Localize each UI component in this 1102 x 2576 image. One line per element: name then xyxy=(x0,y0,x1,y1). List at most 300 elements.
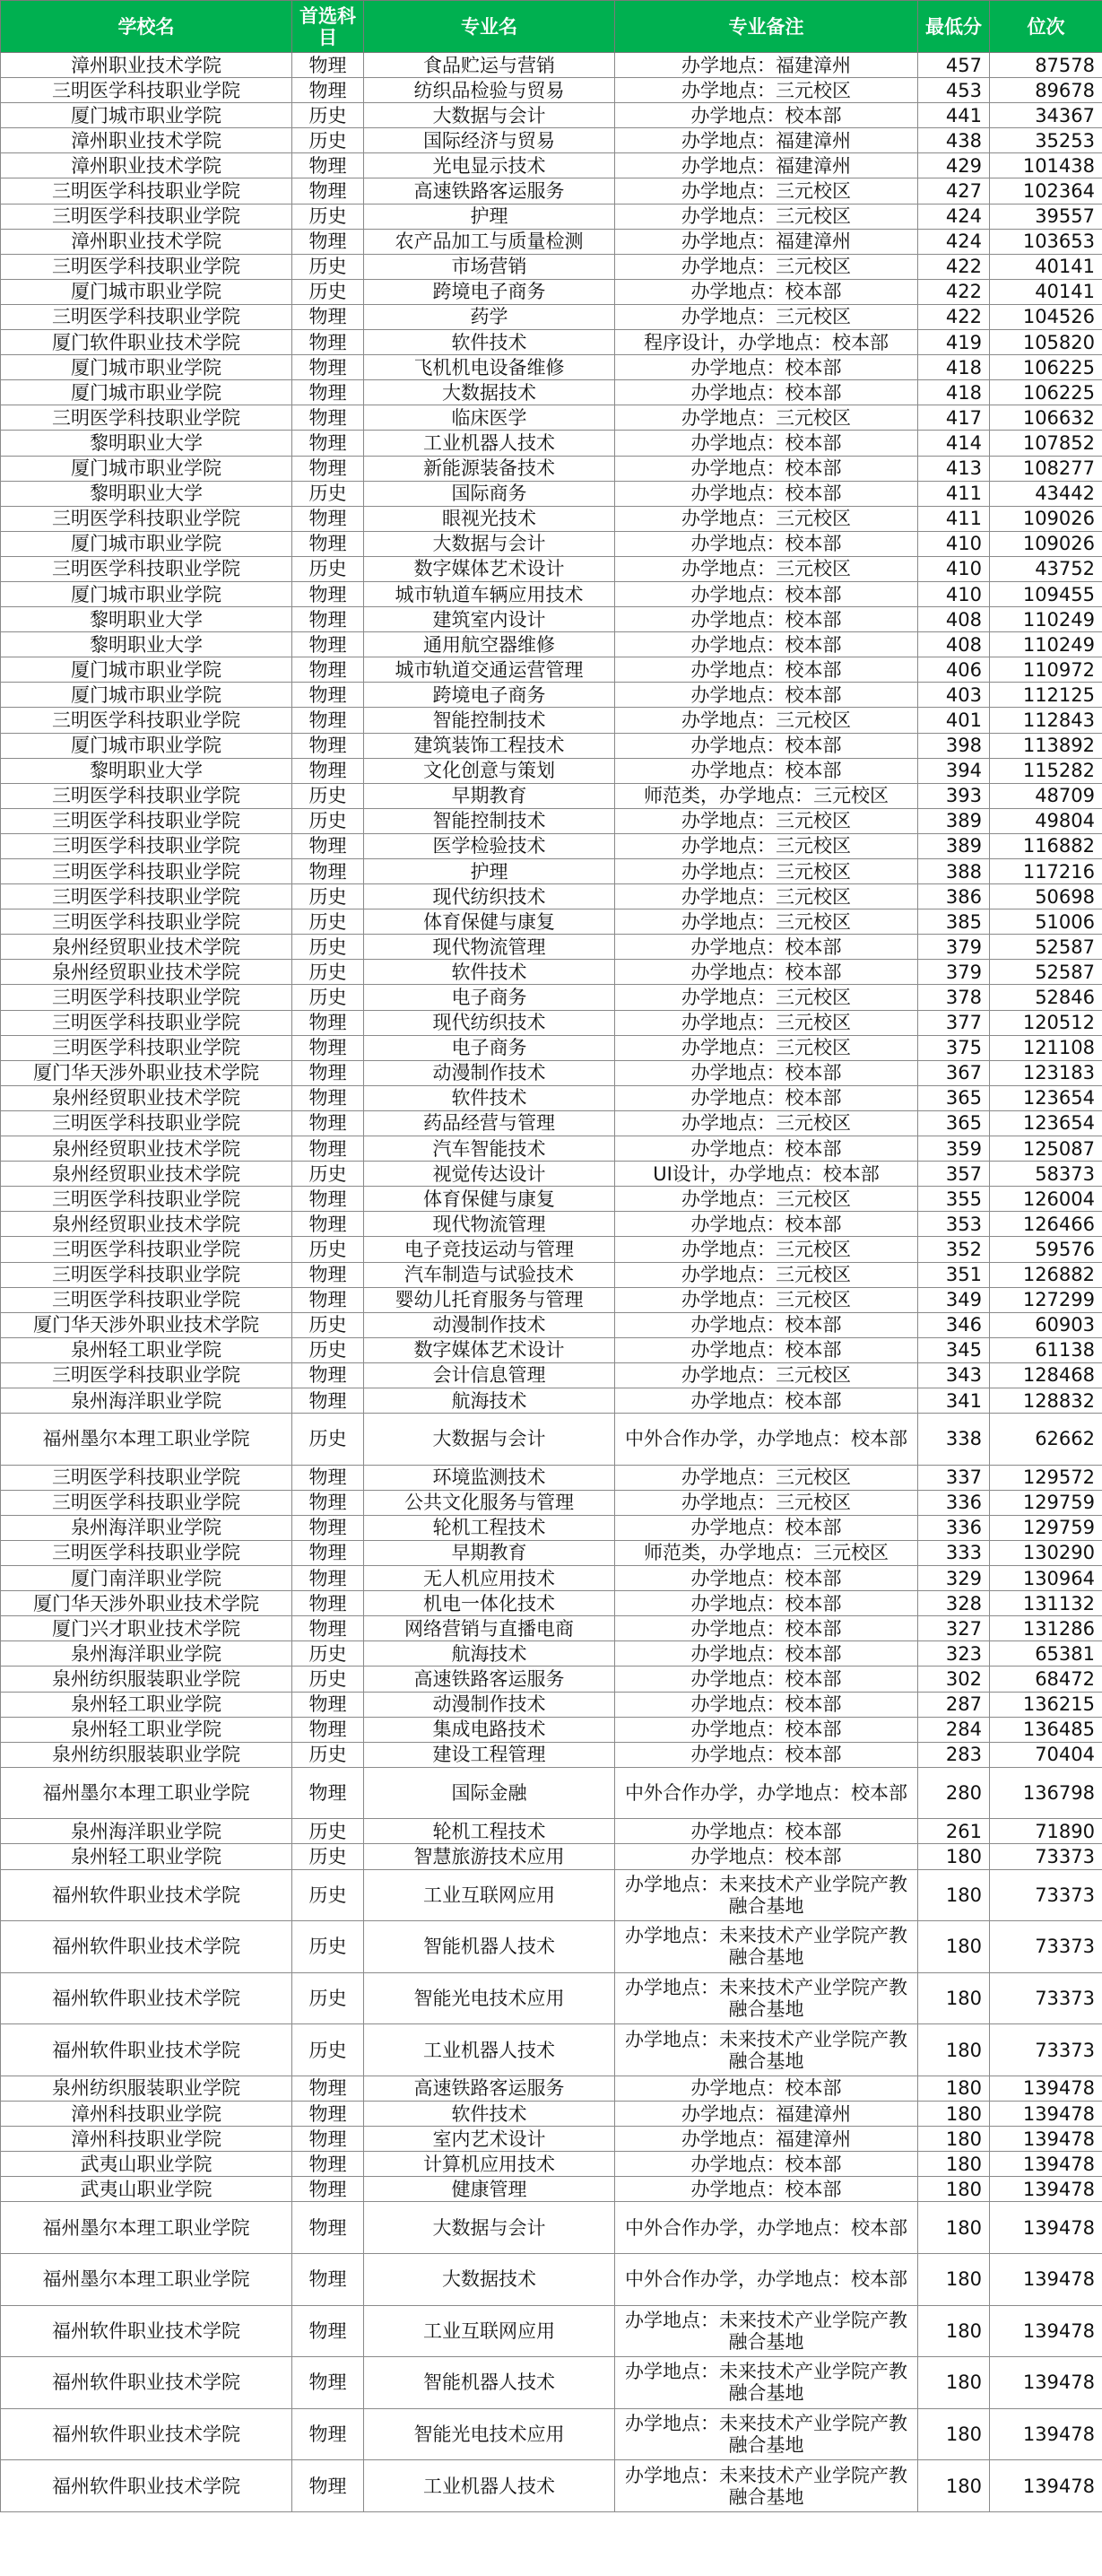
min-score-cell: 337 xyxy=(918,1465,990,1490)
school-cell: 三明医学科技职业学院 xyxy=(1,1262,292,1287)
rank-cell: 62662 xyxy=(990,1414,1102,1466)
table-row xyxy=(1,1287,1102,1312)
subject-cell: 物理 xyxy=(292,1262,364,1287)
table-row xyxy=(1,1972,1102,2024)
subject-cell: 物理 xyxy=(292,1085,364,1110)
rank-cell: 113892 xyxy=(990,733,1102,758)
note-cell: 办学地点：福建漳州 xyxy=(615,2127,918,2152)
note-cell: 办学地点：校本部 xyxy=(615,1212,918,1237)
subject-cell: 历史 xyxy=(292,909,364,935)
note-cell: 办学地点：三元校区 xyxy=(615,909,918,935)
major-cell: 药品经营与管理 xyxy=(364,1110,615,1136)
min-score-cell: 389 xyxy=(918,833,990,858)
school-cell: 福州墨尔本理工职业学院 xyxy=(1,2254,292,2306)
table-row xyxy=(1,2076,1102,2101)
major-cell: 医学检验技术 xyxy=(364,833,615,858)
rank-cell: 58373 xyxy=(990,1162,1102,1187)
school-cell: 厦门城市职业学院 xyxy=(1,657,292,683)
min-score-cell: 345 xyxy=(918,1337,990,1362)
table-row xyxy=(1,758,1102,783)
major-cell: 纺织品检验与贸易 xyxy=(364,78,615,103)
table-row xyxy=(1,330,1102,355)
subject-cell: 物理 xyxy=(292,2254,364,2306)
major-cell: 动漫制作技术 xyxy=(364,1312,615,1337)
subject-cell: 历史 xyxy=(292,1667,364,1692)
min-score-cell: 180 xyxy=(918,2202,990,2254)
table-row xyxy=(1,683,1102,708)
rank-cell: 130964 xyxy=(990,1566,1102,1591)
major-cell: 智能机器人技术 xyxy=(364,2357,615,2409)
school-cell: 福州墨尔本理工职业学院 xyxy=(1,1414,292,1466)
note-cell: 办学地点：校本部 xyxy=(615,1717,918,1742)
subject-cell: 历史 xyxy=(292,1337,364,1362)
subject-cell: 物理 xyxy=(292,859,364,884)
min-score-cell: 388 xyxy=(918,859,990,884)
min-score-cell: 377 xyxy=(918,1010,990,1035)
note-cell: 办学地点：校本部 xyxy=(615,1692,918,1717)
note-cell: 办学地点：三元校区 xyxy=(615,1287,918,1312)
min-score-cell: 406 xyxy=(918,657,990,683)
note-cell: 程序设计，办学地点：校本部 xyxy=(615,330,918,355)
subject-cell: 物理 xyxy=(292,1717,364,1742)
school-cell: 泉州经贸职业技术学院 xyxy=(1,1162,292,1187)
min-score-cell: 429 xyxy=(918,153,990,178)
subject-cell: 物理 xyxy=(292,178,364,204)
school-cell: 泉州轻工职业学院 xyxy=(1,1844,292,1869)
rank-cell: 102364 xyxy=(990,178,1102,204)
min-score-cell: 261 xyxy=(918,1819,990,1844)
note-cell: 办学地点：三元校区 xyxy=(615,708,918,733)
note-cell: 办学地点：三元校区 xyxy=(615,204,918,229)
major-cell: 国际金融 xyxy=(364,1767,615,1819)
min-score-cell: 427 xyxy=(918,178,990,204)
rank-cell: 128468 xyxy=(990,1362,1102,1388)
school-cell: 泉州轻工职业学院 xyxy=(1,1717,292,1742)
rank-cell: 139478 xyxy=(990,2127,1102,2152)
table-row xyxy=(1,1591,1102,1616)
min-score-cell: 410 xyxy=(918,581,990,606)
table-row xyxy=(1,1515,1102,1540)
note-cell: 办学地点：三元校区 xyxy=(615,1237,918,1262)
table-row xyxy=(1,2408,1102,2460)
note-cell: UI设计，办学地点：校本部 xyxy=(615,1162,918,1187)
subject-cell: 历史 xyxy=(292,1641,364,1667)
min-score-cell: 453 xyxy=(918,78,990,103)
major-cell: 室内艺术设计 xyxy=(364,2127,615,2152)
note-cell: 办学地点：校本部 xyxy=(615,1591,918,1616)
header-note: 专业备注 xyxy=(615,1,918,53)
rank-cell: 139478 xyxy=(990,2460,1102,2512)
major-cell: 无人机应用技术 xyxy=(364,1566,615,1591)
rank-cell: 40141 xyxy=(990,254,1102,279)
subject-cell: 物理 xyxy=(292,1060,364,1085)
table-row xyxy=(1,2177,1102,2202)
subject-cell: 历史 xyxy=(292,808,364,833)
min-score-cell: 365 xyxy=(918,1110,990,1136)
table-row xyxy=(1,1414,1102,1466)
school-cell: 厦门城市职业学院 xyxy=(1,733,292,758)
rank-cell: 123654 xyxy=(990,1110,1102,1136)
table-row xyxy=(1,431,1102,456)
note-cell: 办学地点：校本部 xyxy=(615,581,918,606)
subject-cell: 物理 xyxy=(292,355,364,380)
major-cell: 健康管理 xyxy=(364,2177,615,2202)
school-cell: 黎明职业大学 xyxy=(1,607,292,632)
note-cell: 办学地点：三元校区 xyxy=(615,1010,918,1035)
rank-cell: 61138 xyxy=(990,1337,1102,1362)
table-row xyxy=(1,78,1102,103)
major-cell: 大数据与会计 xyxy=(364,531,615,556)
table-row xyxy=(1,960,1102,985)
school-cell: 泉州海洋职业学院 xyxy=(1,1641,292,1667)
table-row xyxy=(1,1616,1102,1641)
header-school: 学校名 xyxy=(1,1,292,53)
min-score-cell: 336 xyxy=(918,1515,990,1540)
rank-cell: 126882 xyxy=(990,1262,1102,1287)
table-body xyxy=(1,53,1102,2512)
table-row xyxy=(1,1490,1102,1515)
subject-cell: 历史 xyxy=(292,279,364,304)
table-row xyxy=(1,1921,1102,1973)
rank-cell: 40141 xyxy=(990,279,1102,304)
subject-cell: 物理 xyxy=(292,380,364,405)
school-cell: 三明医学科技职业学院 xyxy=(1,78,292,103)
school-cell: 三明医学科技职业学院 xyxy=(1,909,292,935)
major-cell: 建筑室内设计 xyxy=(364,607,615,632)
school-cell: 福州软件职业技术学院 xyxy=(1,2357,292,2409)
rank-cell: 106225 xyxy=(990,380,1102,405)
min-score-cell: 410 xyxy=(918,531,990,556)
note-cell: 师范类，办学地点：三元校区 xyxy=(615,1540,918,1565)
rank-cell: 139478 xyxy=(990,2305,1102,2357)
min-score-cell: 438 xyxy=(918,128,990,153)
min-score-cell: 422 xyxy=(918,279,990,304)
table-row xyxy=(1,1136,1102,1162)
school-cell: 福州软件职业技术学院 xyxy=(1,2408,292,2460)
school-cell: 福州软件职业技术学院 xyxy=(1,2024,292,2076)
major-cell: 工业机器人技术 xyxy=(364,2024,615,2076)
table-row xyxy=(1,304,1102,329)
table-row xyxy=(1,708,1102,733)
major-cell: 跨境电子商务 xyxy=(364,683,615,708)
min-score-cell: 352 xyxy=(918,1237,990,1262)
school-cell: 三明医学科技职业学院 xyxy=(1,1035,292,1060)
rank-cell: 126466 xyxy=(990,1212,1102,1237)
subject-cell: 物理 xyxy=(292,1388,364,1413)
table-row xyxy=(1,1566,1102,1591)
major-cell: 眼视光技术 xyxy=(364,506,615,531)
school-cell: 泉州轻工职业学院 xyxy=(1,1337,292,1362)
subject-cell: 物理 xyxy=(292,1591,364,1616)
rank-cell: 109026 xyxy=(990,506,1102,531)
subject-cell: 物理 xyxy=(292,1287,364,1312)
rank-cell: 73373 xyxy=(990,2024,1102,2076)
subject-cell: 物理 xyxy=(292,708,364,733)
min-score-cell: 302 xyxy=(918,1667,990,1692)
major-cell: 高速铁路客运服务 xyxy=(364,1667,615,1692)
subject-cell: 历史 xyxy=(292,1312,364,1337)
rank-cell: 139478 xyxy=(990,2202,1102,2254)
rank-cell: 131286 xyxy=(990,1616,1102,1641)
rank-cell: 89678 xyxy=(990,78,1102,103)
table-row xyxy=(1,405,1102,431)
major-cell: 软件技术 xyxy=(364,1085,615,1110)
rank-cell: 117216 xyxy=(990,859,1102,884)
subject-cell: 物理 xyxy=(292,758,364,783)
rank-cell: 136215 xyxy=(990,1692,1102,1717)
major-cell: 数字媒体艺术设计 xyxy=(364,556,615,581)
subject-cell: 物理 xyxy=(292,657,364,683)
note-cell: 办学地点：校本部 xyxy=(615,1337,918,1362)
rank-cell: 112125 xyxy=(990,683,1102,708)
note-cell: 办学地点：校本部 xyxy=(615,1566,918,1591)
school-cell: 福州软件职业技术学院 xyxy=(1,1869,292,1921)
min-score-cell: 389 xyxy=(918,808,990,833)
school-cell: 三明医学科技职业学院 xyxy=(1,405,292,431)
table-row xyxy=(1,1819,1102,1844)
school-cell: 三明医学科技职业学院 xyxy=(1,1465,292,1490)
school-cell: 漳州科技职业学院 xyxy=(1,2102,292,2127)
rank-cell: 129759 xyxy=(990,1515,1102,1540)
school-cell: 福州墨尔本理工职业学院 xyxy=(1,2202,292,2254)
rank-cell: 43442 xyxy=(990,481,1102,506)
min-score-cell: 379 xyxy=(918,935,990,960)
major-cell: 大数据与会计 xyxy=(364,103,615,128)
min-score-cell: 379 xyxy=(918,960,990,985)
table-row xyxy=(1,103,1102,128)
rank-cell: 121108 xyxy=(990,1035,1102,1060)
note-cell: 办学地点：校本部 xyxy=(615,1136,918,1162)
subject-cell: 历史 xyxy=(292,1972,364,2024)
major-cell: 动漫制作技术 xyxy=(364,1692,615,1717)
table-row xyxy=(1,2102,1102,2127)
note-cell: 办学地点：校本部 xyxy=(615,733,918,758)
rank-cell: 125087 xyxy=(990,1136,1102,1162)
major-cell: 文化创意与策划 xyxy=(364,758,615,783)
note-cell: 办学地点：福建漳州 xyxy=(615,229,918,254)
min-score-cell: 422 xyxy=(918,254,990,279)
school-cell: 三明医学科技职业学院 xyxy=(1,178,292,204)
note-cell: 办学地点：三元校区 xyxy=(615,833,918,858)
rank-cell: 105820 xyxy=(990,330,1102,355)
table-row xyxy=(1,531,1102,556)
min-score-cell: 287 xyxy=(918,1692,990,1717)
note-cell: 办学地点：校本部 xyxy=(615,1819,918,1844)
min-score-cell: 180 xyxy=(918,2305,990,2357)
note-cell: 办学地点：校本部 xyxy=(615,960,918,985)
subject-cell: 物理 xyxy=(292,1110,364,1136)
school-cell: 三明医学科技职业学院 xyxy=(1,1540,292,1565)
major-cell: 公共文化服务与管理 xyxy=(364,1490,615,1515)
major-cell: 轮机工程技术 xyxy=(364,1819,615,1844)
min-score-cell: 180 xyxy=(918,2024,990,2076)
note-cell: 办学地点：校本部 xyxy=(615,683,918,708)
subject-cell: 物理 xyxy=(292,2076,364,2101)
school-cell: 黎明职业大学 xyxy=(1,632,292,657)
major-cell: 早期教育 xyxy=(364,783,615,808)
min-score-cell: 418 xyxy=(918,380,990,405)
major-cell: 机电一体化技术 xyxy=(364,1591,615,1616)
school-cell: 黎明职业大学 xyxy=(1,481,292,506)
rank-cell: 73373 xyxy=(990,1844,1102,1869)
school-cell: 三明医学科技职业学院 xyxy=(1,884,292,909)
school-cell: 福州软件职业技术学院 xyxy=(1,2460,292,2512)
major-cell: 婴幼儿托育服务与管理 xyxy=(364,1287,615,1312)
note-cell: 办学地点：校本部 xyxy=(615,1667,918,1692)
min-score-cell: 408 xyxy=(918,607,990,632)
rank-cell: 103653 xyxy=(990,229,1102,254)
table-row xyxy=(1,1085,1102,1110)
note-cell: 办学地点：校本部 xyxy=(615,1060,918,1085)
table-row xyxy=(1,909,1102,935)
rank-cell: 126004 xyxy=(990,1187,1102,1212)
major-cell: 食品贮运与营销 xyxy=(364,53,615,78)
major-cell: 软件技术 xyxy=(364,960,615,985)
major-cell: 高速铁路客运服务 xyxy=(364,178,615,204)
min-score-cell: 441 xyxy=(918,103,990,128)
rank-cell: 131132 xyxy=(990,1591,1102,1616)
min-score-cell: 180 xyxy=(918,2152,990,2177)
min-score-cell: 408 xyxy=(918,632,990,657)
min-score-cell: 349 xyxy=(918,1287,990,1312)
subject-cell: 历史 xyxy=(292,783,364,808)
note-cell: 办学地点：校本部 xyxy=(615,632,918,657)
min-score-cell: 424 xyxy=(918,204,990,229)
school-cell: 泉州海洋职业学院 xyxy=(1,1388,292,1413)
table-row xyxy=(1,254,1102,279)
subject-cell: 物理 xyxy=(292,1616,364,1641)
min-score-cell: 375 xyxy=(918,1035,990,1060)
table-row xyxy=(1,1110,1102,1136)
major-cell: 软件技术 xyxy=(364,2102,615,2127)
rank-cell: 129759 xyxy=(990,1490,1102,1515)
rank-cell: 139478 xyxy=(990,2408,1102,2460)
min-score-cell: 180 xyxy=(918,1869,990,1921)
table-row xyxy=(1,607,1102,632)
rank-cell: 123183 xyxy=(990,1060,1102,1085)
min-score-cell: 180 xyxy=(918,2357,990,2409)
table-row xyxy=(1,355,1102,380)
min-score-cell: 180 xyxy=(918,2408,990,2460)
school-cell: 泉州纺织服装职业学院 xyxy=(1,1667,292,1692)
rank-cell: 123654 xyxy=(990,1085,1102,1110)
major-cell: 现代物流管理 xyxy=(364,1212,615,1237)
major-cell: 建筑装饰工程技术 xyxy=(364,733,615,758)
note-cell: 办学地点：未来技术产业学院产教融合基地 xyxy=(615,2024,918,2076)
subject-cell: 物理 xyxy=(292,607,364,632)
rank-cell: 68472 xyxy=(990,1667,1102,1692)
min-score-cell: 365 xyxy=(918,1085,990,1110)
rank-cell: 73373 xyxy=(990,1921,1102,1973)
rank-cell: 139478 xyxy=(990,2102,1102,2127)
school-cell: 三明医学科技职业学院 xyxy=(1,254,292,279)
note-cell: 师范类，办学地点：三元校区 xyxy=(615,783,918,808)
min-score-cell: 401 xyxy=(918,708,990,733)
subject-cell: 物理 xyxy=(292,506,364,531)
note-cell: 办学地点：校本部 xyxy=(615,1515,918,1540)
note-cell: 办学地点：未来技术产业学院产教融合基地 xyxy=(615,1869,918,1921)
subject-cell: 物理 xyxy=(292,2152,364,2177)
min-score-cell: 410 xyxy=(918,556,990,581)
subject-cell: 物理 xyxy=(292,2305,364,2357)
subject-cell: 物理 xyxy=(292,229,364,254)
table-row xyxy=(1,833,1102,858)
subject-cell: 物理 xyxy=(292,2202,364,2254)
note-cell: 办学地点：三元校区 xyxy=(615,1110,918,1136)
note-cell: 办学地点：未来技术产业学院产教融合基地 xyxy=(615,1921,918,1973)
major-cell: 跨境电子商务 xyxy=(364,279,615,304)
rank-cell: 104526 xyxy=(990,304,1102,329)
table-row xyxy=(1,1717,1102,1742)
major-cell: 电子商务 xyxy=(364,1035,615,1060)
school-cell: 三明医学科技职业学院 xyxy=(1,1490,292,1515)
note-cell: 办学地点：三元校区 xyxy=(615,859,918,884)
rank-cell: 106632 xyxy=(990,405,1102,431)
major-cell: 大数据与会计 xyxy=(364,1414,615,1466)
rank-cell: 108277 xyxy=(990,456,1102,481)
note-cell: 中外合作办学，办学地点：校本部 xyxy=(615,2254,918,2306)
table-row xyxy=(1,2254,1102,2306)
min-score-cell: 355 xyxy=(918,1187,990,1212)
subject-cell: 历史 xyxy=(292,935,364,960)
major-cell: 工业互联网应用 xyxy=(364,2305,615,2357)
subject-cell: 物理 xyxy=(292,683,364,708)
subject-cell: 物理 xyxy=(292,1035,364,1060)
subject-cell: 历史 xyxy=(292,1162,364,1187)
major-cell: 新能源装备技术 xyxy=(364,456,615,481)
subject-cell: 历史 xyxy=(292,1237,364,1262)
min-score-cell: 424 xyxy=(918,229,990,254)
table-row xyxy=(1,1388,1102,1413)
major-cell: 汽车制造与试验技术 xyxy=(364,1262,615,1287)
min-score-cell: 180 xyxy=(918,2254,990,2306)
major-cell: 大数据技术 xyxy=(364,380,615,405)
table-row xyxy=(1,1869,1102,1921)
table-row xyxy=(1,783,1102,808)
major-cell: 工业互联网应用 xyxy=(364,1869,615,1921)
school-cell: 福州软件职业技术学院 xyxy=(1,1972,292,2024)
subject-cell: 历史 xyxy=(292,884,364,909)
note-cell: 办学地点：未来技术产业学院产教融合基地 xyxy=(615,2408,918,2460)
min-score-cell: 328 xyxy=(918,1591,990,1616)
table-row xyxy=(1,1540,1102,1565)
major-cell: 软件技术 xyxy=(364,330,615,355)
major-cell: 城市轨道车辆应用技术 xyxy=(364,581,615,606)
note-cell: 办学地点：福建漳州 xyxy=(615,2102,918,2127)
min-score-cell: 422 xyxy=(918,304,990,329)
min-score-cell: 398 xyxy=(918,733,990,758)
note-cell: 中外合作办学，办学地点：校本部 xyxy=(615,1767,918,1819)
major-cell: 智能光电技术应用 xyxy=(364,1972,615,2024)
min-score-cell: 346 xyxy=(918,1312,990,1337)
min-score-cell: 385 xyxy=(918,909,990,935)
major-cell: 国际商务 xyxy=(364,481,615,506)
subject-cell: 物理 xyxy=(292,833,364,858)
header-major: 专业名 xyxy=(364,1,615,53)
note-cell: 办学地点：校本部 xyxy=(615,431,918,456)
subject-cell: 物理 xyxy=(292,431,364,456)
note-cell: 办学地点：未来技术产业学院产教融合基地 xyxy=(615,2460,918,2512)
subject-cell: 物理 xyxy=(292,1767,364,1819)
note-cell: 办学地点：校本部 xyxy=(615,2152,918,2177)
subject-cell: 物理 xyxy=(292,1515,364,1540)
rank-cell: 130290 xyxy=(990,1540,1102,1565)
school-cell: 漳州职业技术学院 xyxy=(1,153,292,178)
rank-cell: 34367 xyxy=(990,103,1102,128)
note-cell: 办学地点：三元校区 xyxy=(615,1262,918,1287)
school-cell: 泉州经贸职业技术学院 xyxy=(1,1136,292,1162)
note-cell: 办学地点：福建漳州 xyxy=(615,128,918,153)
